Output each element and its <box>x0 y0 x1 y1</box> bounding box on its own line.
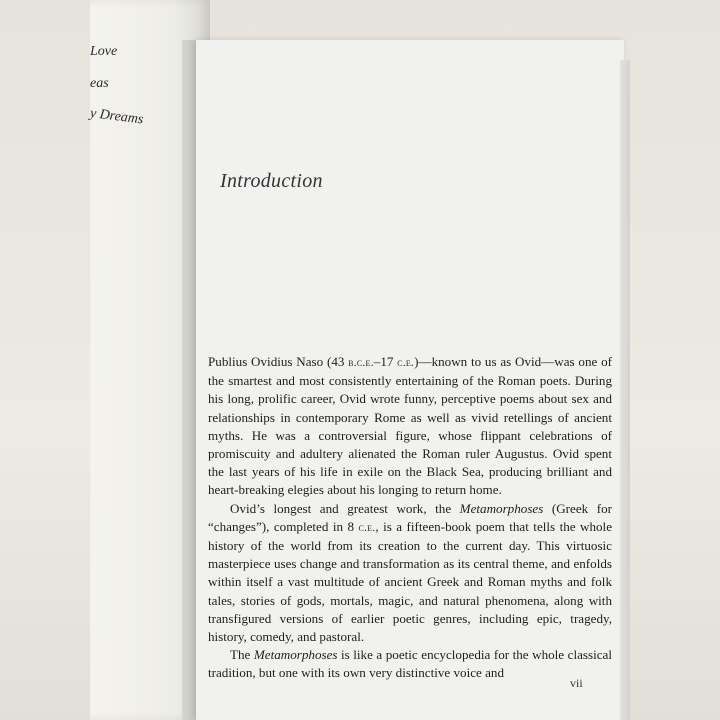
text-run: b.c.e. <box>348 357 374 369</box>
show-through-text <box>222 74 552 146</box>
page-edge <box>620 60 630 720</box>
toc-fragment: Love <box>90 44 118 59</box>
page-number: vii <box>570 676 583 690</box>
text-run: (Greek for “changes”), completed in 8 <box>208 500 612 534</box>
text-run: Publius Ovidius Naso (43 <box>208 354 349 369</box>
toc-fragment: y Dreams <box>89 106 145 128</box>
toc-fragment: eas <box>90 76 109 91</box>
paragraph-1 <box>208 353 612 500</box>
text-run: c.e. <box>358 521 376 534</box>
text-run: Metamorphoses <box>459 500 544 516</box>
text-run: –17 <box>373 354 398 369</box>
paragraph-3 <box>208 646 612 682</box>
text-run: Ovid’s longest and greatest work, the <box>230 500 460 516</box>
text-run: c.e. <box>397 357 415 369</box>
text-run: Metamorphoses <box>253 647 338 663</box>
text-run: The <box>230 647 254 663</box>
text-run: is like a poetic encyclopedia for the whole classical tradition, but one with its own very distinctive voice and <box>208 647 612 681</box>
paragraph-2 <box>208 500 612 647</box>
text-run: )—known to us as Ovid—was one of the smartest and most consistently entertaining of the Roman poets. During his long, prolific career, Ovid wrote funny, perceptive poems about sex and relationships in contemporary Rome as well as vivid retellings of ancient myths. He was a controversial figure, whose flippant celebrations of promiscuity and adultery alienated the Roman ruler Augustus. Ovid spent the last years of his life in exile on the Black Sea, producing brilliant and heart-breaking elegies about his longing to return home. <box>208 354 612 498</box>
text-run: , is a fifteen-book poem that tells the whole history of the world from its creation to the current day. This virtuosic masterpiece uses change and transformation as its central theme, and enfolds within itself a vast multitude of ancient Greek and Roman myths and folk tales, stories of gods, mortals, magic, and natural phenomena, along with transfigured versions of earlier poetic genres, including epic, tragedy, history, comedy, and pastoral. <box>208 518 613 645</box>
chapter-title: Introduction <box>220 170 323 192</box>
body-text <box>208 353 612 683</box>
